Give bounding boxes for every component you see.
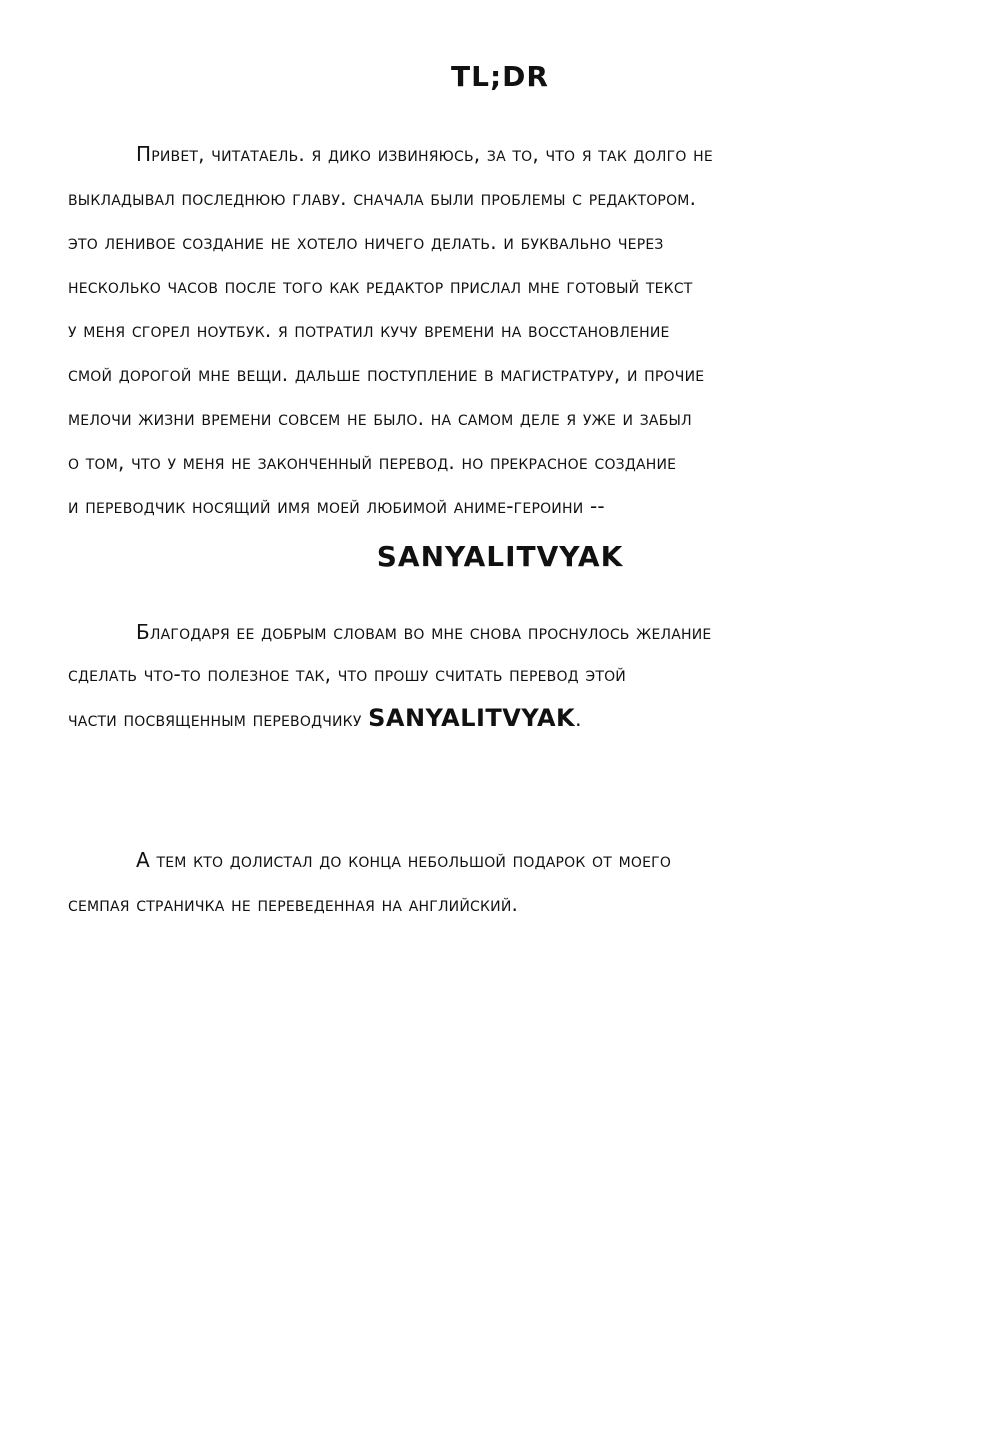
paragraph-1-line: выкладывал последнюю главу. сначала были проблемы с редактором. xyxy=(68,186,697,210)
paragraph-3-line: семпая страничка не переведенная на английский. xyxy=(68,892,519,916)
translator-name-heading: SANYALITVYAK xyxy=(376,540,624,573)
paragraph-1-line: о том, что у меня не законченный перевод. но прекрасное создание xyxy=(68,450,677,474)
paragraph-3-line: А тем кто долистал до конца небольшой подарок от моего xyxy=(136,848,672,872)
paragraph-2-line: сделать что-то полезное так, что прошу считать перевод этой xyxy=(68,662,626,686)
paragraph-1-line: и переводчик носящий имя моей любимой аниме-героини -- xyxy=(68,494,605,518)
paragraph-1-line: несколько часов после того как редактор прислал мне готовый текст xyxy=(68,274,693,298)
paragraph-2-suffix: . xyxy=(575,707,582,731)
paragraph-1-line: это ленивое создание не хотело ничего делать. и буквально через xyxy=(68,230,664,254)
paragraph-1-line: Привет, читатаель. я дико извиняюсь, за то, что я так долго не xyxy=(136,142,713,166)
paragraph-2-last-line xyxy=(68,704,582,733)
paragraph-1-line: мелочи жизни времени совсем не было. на самом деле я уже и забыл xyxy=(68,406,692,430)
paragraph-2-line: Благодаря ее добрым словам во мне снова проснулось желание xyxy=(136,620,712,644)
inline-translator-name: SANYALITVYAK xyxy=(368,704,576,732)
paragraph-1-line: у меня сгорел ноутбук. я потратил кучу времени на восстановление xyxy=(68,318,670,342)
page-title: TL;DR xyxy=(451,60,549,93)
paragraph-2-prefix: части посвященным переводчику xyxy=(68,707,369,731)
paragraph-1-line: смой дорогой мне вещи. дальше поступление в магистратуру, и прочие xyxy=(68,362,705,386)
